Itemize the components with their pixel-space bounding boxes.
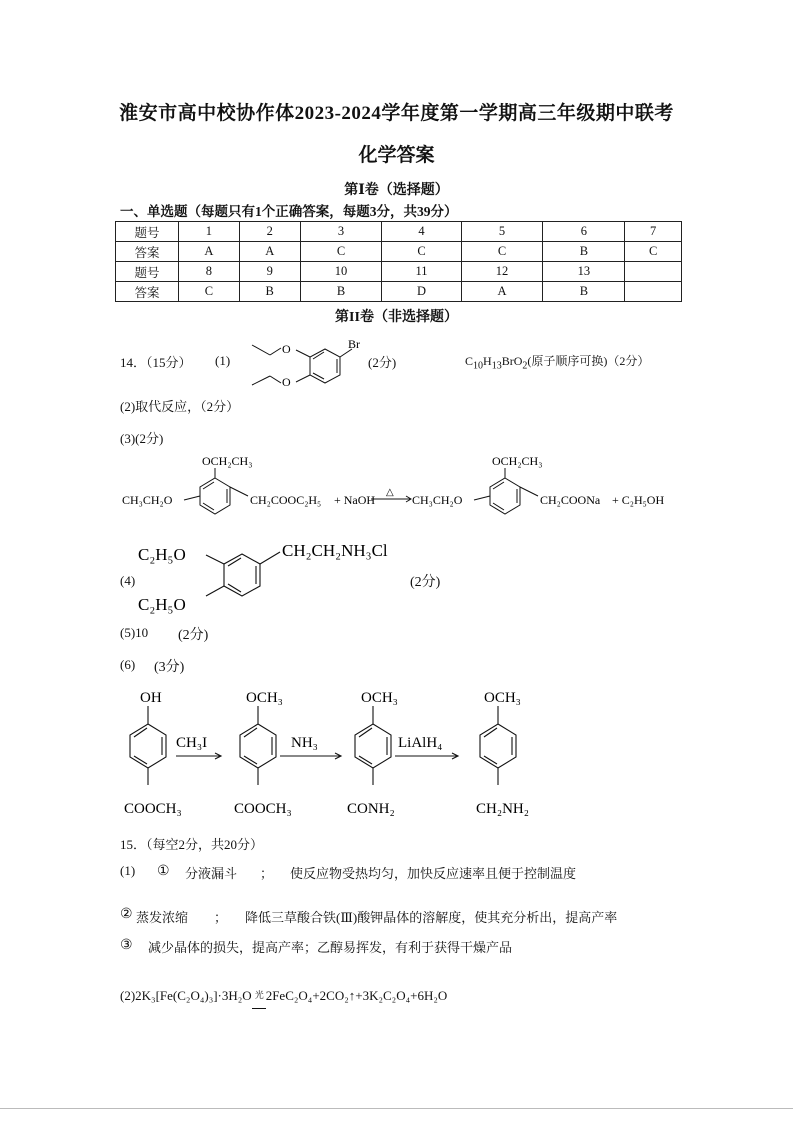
q14-part2: (2)取代反应，（2分） (120, 399, 240, 414)
table-cell: B (300, 282, 382, 302)
oxygen-label: O (282, 375, 291, 389)
table-cell: C (461, 242, 543, 262)
table-row (116, 262, 682, 282)
formula-sub: 13 (491, 360, 502, 372)
table-row (116, 242, 682, 262)
substituent-label: OCH₂CH₃ (492, 454, 543, 468)
q14-part4-score: (2分) (410, 575, 441, 590)
q14-part4-label: (4) (120, 573, 136, 588)
table-cell: C (625, 242, 682, 262)
table-cell: 题号 (116, 262, 179, 282)
q14-part1-structure (240, 335, 380, 395)
ethoxy-label: C₂H₅O (138, 595, 186, 614)
table-cell: 答案 (116, 242, 179, 262)
part1-title: 第Ⅰ卷（选择题） (344, 183, 449, 198)
answer-number: ③ (120, 938, 133, 953)
answer-text: 分液漏斗 (185, 866, 238, 881)
ester-label: COOCH₃ (234, 801, 292, 817)
table-cell: C (382, 242, 461, 262)
table-cell: C (179, 282, 240, 302)
section-single-choice: 一、单选题（每题只有1个正确答案，每题3分，共39分） (120, 204, 458, 219)
q14-part6-score: (3分) (154, 660, 185, 675)
table-cell: 5 (461, 222, 543, 242)
methoxy-label: OCH₃ (361, 690, 398, 706)
reagent-label: + NaOH (334, 493, 376, 507)
reagent-label: LiAlH₄ (398, 735, 443, 751)
answer-text: 使反应物受热均匀，加快反应速率且便于控制温度 (290, 866, 577, 881)
answer-separator: ； (214, 910, 228, 925)
page-divider (0, 1108, 793, 1109)
formula-sub: 10 (473, 360, 484, 372)
table-cell: B (543, 282, 625, 302)
q15-heading: 15．（每空2分，共20分） (120, 837, 264, 852)
equation-product: 2FeC₂O₄+2CO₂↑+3K₂C₂O₄+6H₂O (265, 988, 448, 1003)
formula-sub: 2 (522, 360, 528, 372)
side-chain-label: CH₂COONa (540, 493, 601, 507)
light-condition: 光 (254, 990, 264, 1000)
side-chain-label: CH₂COOC₂H₅ (250, 493, 322, 507)
amide-label: CONH₂ (347, 801, 395, 817)
q14-heading: 14．（15分） (120, 355, 192, 370)
answer-separator: ； (260, 866, 274, 881)
table-cell: 13 (543, 262, 625, 282)
bromo-label: Br (348, 337, 360, 351)
table-cell: B (543, 242, 625, 262)
table-cell: A (179, 242, 240, 262)
q14-part1-score: (2分) (368, 355, 397, 370)
table-cell: 11 (382, 262, 461, 282)
table-cell: 9 (239, 262, 300, 282)
formula-note: (原子顺序可换)（2分） (527, 354, 650, 368)
substituent-label: CH₃CH₂O (412, 493, 463, 507)
table-cell: 12 (461, 262, 543, 282)
equation-reactant: (2)2K₃[Fe(C₂O₄)₃]·3H₂O (120, 988, 252, 1003)
table-cell: 题号 (116, 222, 179, 242)
reagent-label: CH₃I (176, 735, 208, 751)
table-cell: C (300, 242, 382, 262)
answer-number: ① (157, 864, 170, 879)
table-cell: 8 (179, 262, 240, 282)
answer-text: 蒸发浓缩 (136, 910, 189, 925)
page-title: 淮安市高中校协作体2023-2024学年度第一学期高三年级期中联考 (119, 103, 674, 124)
oxygen-label: O (282, 342, 291, 356)
table-cell (625, 262, 682, 282)
table-cell: 答案 (116, 282, 179, 302)
reagent-label: NH₃ (291, 735, 318, 751)
hydroxyl-label: OH (140, 690, 162, 706)
ethoxy-label: C₂H₅O (138, 545, 186, 564)
equation-bar (252, 1008, 266, 1009)
answer-text: 降低三草酸合铁(Ⅲ)酸钾晶体的溶解度，使其充分析出，提高产率 (245, 910, 618, 925)
table-cell: 2 (239, 222, 300, 242)
ester-label: COOCH₃ (124, 801, 182, 817)
table-cell: 1 (179, 222, 240, 242)
formula-c: C (465, 354, 474, 368)
q14-reaction-equation (118, 448, 678, 528)
table-cell (625, 282, 682, 302)
table-cell: 3 (300, 222, 382, 242)
q15-part1-label: (1) (120, 863, 136, 878)
heat-condition: △ (386, 487, 394, 498)
part2-title: 第II卷（非选择题） (335, 310, 458, 325)
side-chain-label: CH₂CH₂NH₃Cl (282, 541, 388, 560)
formula-h: H (483, 354, 492, 368)
table-cell: A (461, 282, 543, 302)
answer-table (115, 221, 682, 302)
methoxy-label: OCH₃ (246, 690, 283, 706)
amine-label: CH₂NH₂ (476, 801, 529, 817)
byproduct-label: + C₂H₅OH (612, 493, 665, 507)
methoxy-label: OCH₃ (484, 690, 521, 706)
q14-part4-structure (136, 536, 396, 616)
molecular-formula (465, 352, 649, 371)
q15-part2-equation (120, 988, 447, 1004)
table-cell: 4 (382, 222, 461, 242)
table-row (116, 282, 682, 302)
page-subtitle: 化学答案 (358, 145, 435, 166)
table-cell: 7 (625, 222, 682, 242)
table-cell: 6 (543, 222, 625, 242)
q14-synthesis-route (118, 684, 558, 824)
table-cell: 10 (300, 262, 382, 282)
q14-part1-label: (1) (215, 353, 231, 368)
substituent-label: OCH₂CH₃ (202, 454, 253, 468)
q14-part3-label: (3)(2分) (120, 431, 164, 446)
formula-rest: BrO (501, 354, 523, 368)
q14-part6-label: (6) (120, 657, 136, 672)
table-cell: D (382, 282, 461, 302)
q14-part5-answer: (5)10 (120, 625, 149, 640)
answer-text: 减少晶体的损失，提高产率；乙醇易挥发，有利于获得干燥产品 (148, 940, 513, 955)
substituent-label: CH₃CH₂O (122, 493, 173, 507)
answer-number: ② (120, 907, 133, 922)
table-cell: B (239, 282, 300, 302)
table-row (116, 222, 682, 242)
table-cell: A (239, 242, 300, 262)
q14-part5-score: (2分) (178, 628, 209, 643)
